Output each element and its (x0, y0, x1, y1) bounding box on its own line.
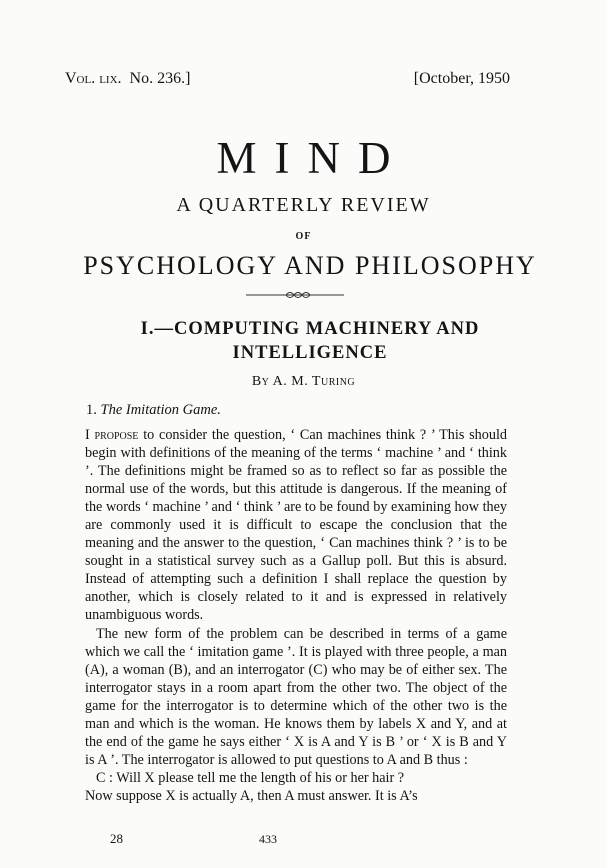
signature-mark: 28 (110, 831, 123, 846)
article-title (70, 317, 550, 365)
article-title-line1: I.—COMPUTING MACHINERY AND (140, 319, 480, 339)
article-title-line2: INTELLIGENCE (232, 343, 388, 363)
paragraph-1-lead: I propose (85, 427, 139, 443)
journal-subject: PSYCHOLOGY AND PHILOSOPHY (83, 251, 537, 280)
paragraph-2: The new form of the problem can be described in terms of a game which we call the ‘ imitation game ’. It is played with three people, a man (A), a woman (B), and an interrogator (C) who may be of either sex. The interrogator stays in a room apart from the other two. The object of the game for the interrogator is to determine which of the other two is the man and which is the woman. He knows them by labels X and Y, and at the end of the game he says either ‘ X is A and Y is B ’ or ‘ X is B and Y is A ’. The interrogator is allowed to put questions to A and B thus : (85, 625, 507, 768)
section-title: The Imitation Game. (100, 402, 221, 418)
section-number: 1. (86, 402, 97, 418)
body-text (85, 426, 507, 805)
journal-of: OF (295, 231, 312, 242)
paragraph-1-text: to consider the question, ‘ Can machines think ? ’ This should begin with definitions of the meaning of the terms ‘ machine ’ and ‘ think ’. The definitions might be framed so as to reflect so far as possible the normal use of the words, but this attitude is dangerous. If the meaning of the words ‘ machine ’ and ‘ think ’ are to be found by examining how they are commonly used it is difficult to escape the conclusion that the meaning and the answer to the question, ‘ Can machines think ? ’ is to be sought in a statistical survey such as a Gallup poll. But this is absurd. Instead of attempting such a definition I shall replace the question by another, which is closely related to it and is expressed in relatively unambiguous words. (85, 427, 507, 624)
journal-subtitle: A QUARTERLY REVIEW (176, 194, 431, 216)
article-author: By A. M. Turing (251, 374, 356, 389)
ornament-divider-icon (246, 290, 344, 300)
section-heading (86, 402, 221, 419)
paragraph-3: Now suppose X is actually A, then A must answer. It is A’s (85, 787, 418, 804)
volume-label: Vol. lix. (65, 70, 122, 87)
issue-number: No. 236.] (129, 70, 191, 87)
journal-title: MIND (216, 133, 409, 183)
page-number: 433 (259, 832, 277, 846)
question-line: C : Will X please tell me the length of his or her hair ? (96, 769, 405, 786)
volume-number (65, 70, 190, 88)
paragraph-1 (85, 426, 507, 625)
issue-date: [October, 1950 (413, 70, 510, 87)
